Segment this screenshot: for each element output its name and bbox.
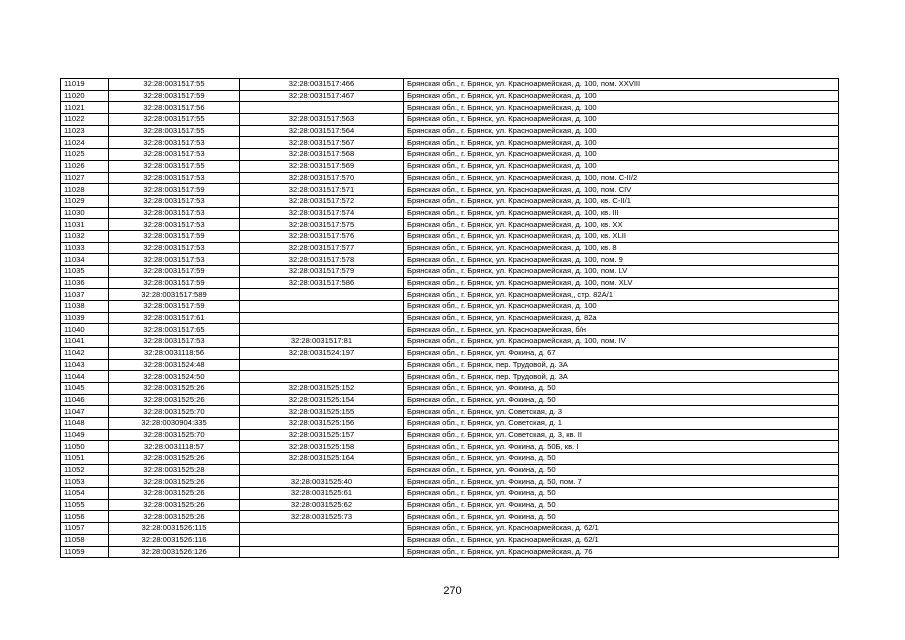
object-number-cell: 32:28:0031517:576 (240, 230, 404, 242)
address-cell: Брянская обл., г. Брянск, ул. Фокина, д. 50 (404, 464, 839, 476)
object-number-cell: 32:28:0031517:571 (240, 184, 404, 196)
object-number-cell (240, 534, 404, 546)
address-cell: Брянская обл., г. Брянск, ул. Красноармейская, д. 100 (404, 102, 839, 114)
table-row (61, 511, 839, 523)
address-cell: Брянская обл., г. Брянск, ул. Фокина, д. 67 (404, 347, 839, 359)
parcel-number-cell: 32:28:0031517:53 (109, 207, 240, 219)
row-number-cell: 11034 (61, 254, 109, 266)
object-number-cell: 32:28:0031525:152 (240, 382, 404, 394)
parcel-number-cell: 32:28:0031525:26 (109, 476, 240, 488)
row-number-cell: 11047 (61, 406, 109, 418)
row-number-cell: 11056 (61, 511, 109, 523)
address-cell: Брянская обл., г. Брянск, ул. Фокина, д. 50, пом. 7 (404, 476, 839, 488)
page-number: 270 (443, 585, 462, 597)
address-cell: Брянская обл., г. Брянск, ул. Красноармейская, д. 100 (404, 137, 839, 149)
row-number-cell: 11032 (61, 230, 109, 242)
parcel-number-cell: 32:28:0031517:53 (109, 219, 240, 231)
parcel-number-cell: 32:28:0031517:56 (109, 102, 240, 114)
row-number-cell: 11035 (61, 266, 109, 278)
object-number-cell: 32:28:0031517:563 (240, 114, 404, 126)
address-cell: Брянская обл., г. Брянск, ул. Красноармейская, д. 100, кв. III (404, 207, 839, 219)
address-cell: Брянская обл., г. Брянск, ул. Красноармейская, д. 82а (404, 312, 839, 324)
address-cell: Брянская обл., г. Брянск, ул. Красноармейская, д. 62/1 (404, 523, 839, 535)
address-cell: Брянская обл., г. Брянск, ул. Красноармейская, д. 100 (404, 125, 839, 137)
parcel-number-cell: 32:28:0031526:116 (109, 534, 240, 546)
address-cell: Брянская обл., г. Брянск, ул. Фокина, д. 50 (404, 511, 839, 523)
table-row (61, 219, 839, 231)
table-row (61, 79, 839, 91)
parcel-number-cell: 32:28:0031517:55 (109, 114, 240, 126)
table-row (61, 137, 839, 149)
table-row (61, 301, 839, 313)
parcel-number-cell: 32:28:0031517:59 (109, 301, 240, 313)
table-row (61, 499, 839, 511)
table-row (61, 417, 839, 429)
object-number-cell: 32:28:0031517:570 (240, 172, 404, 184)
address-cell: Брянская обл., г. Брянск, ул. Фокина, д. 50Б, кв. I (404, 441, 839, 453)
row-number-cell: 11031 (61, 219, 109, 231)
table-row (61, 289, 839, 301)
row-number-cell: 11033 (61, 242, 109, 254)
table-body (61, 79, 839, 558)
table-row (61, 149, 839, 161)
parcel-number-cell: 32:28:0031517:53 (109, 336, 240, 348)
row-number-cell: 11057 (61, 523, 109, 535)
row-number-cell: 11039 (61, 312, 109, 324)
object-number-cell (240, 301, 404, 313)
address-cell: Брянская обл., г. Брянск, ул. Красноармейская, д. 100, кв. С-II/1 (404, 195, 839, 207)
row-number-cell: 11042 (61, 347, 109, 359)
object-number-cell (240, 523, 404, 535)
table-row (61, 523, 839, 535)
object-number-cell: 32:28:0031517:574 (240, 207, 404, 219)
row-number-cell: 11021 (61, 102, 109, 114)
row-number-cell: 11054 (61, 488, 109, 500)
row-number-cell: 11022 (61, 114, 109, 126)
row-number-cell: 11045 (61, 382, 109, 394)
parcel-number-cell: 32:28:0031525:26 (109, 511, 240, 523)
row-number-cell: 11038 (61, 301, 109, 313)
row-number-cell: 11048 (61, 417, 109, 429)
address-cell: Брянская обл., г. Брянск, ул. Советская, д. 3, кв. II (404, 429, 839, 441)
table-row (61, 312, 839, 324)
table-row (61, 266, 839, 278)
parcel-number-cell: 32:28:0031526:115 (109, 523, 240, 535)
table-row (61, 195, 839, 207)
address-cell: Брянская обл., г. Брянск, ул. Красноармейская, д. 100 (404, 160, 839, 172)
table-row (61, 534, 839, 546)
object-number-cell: 32:28:0031525:164 (240, 453, 404, 465)
cadastral-table (60, 78, 839, 558)
table-row (61, 359, 839, 371)
table-row (61, 546, 839, 558)
table-row (61, 324, 839, 336)
row-number-cell: 11020 (61, 90, 109, 102)
address-cell: Брянская обл., г. Брянск, ул. Красноармейская, д. 62/1 (404, 534, 839, 546)
row-number-cell: 11029 (61, 195, 109, 207)
address-cell: Брянская обл., г. Брянск, ул. Красноармейская, д. 100 (404, 301, 839, 313)
table-row (61, 336, 839, 348)
address-cell: Брянская обл., г. Брянск, ул. Красноармейская, б/н (404, 324, 839, 336)
parcel-number-cell: 32:28:0031517:59 (109, 266, 240, 278)
table-row (61, 242, 839, 254)
parcel-number-cell: 32:28:0031525:70 (109, 429, 240, 441)
row-number-cell: 11037 (61, 289, 109, 301)
row-number-cell: 11025 (61, 149, 109, 161)
address-cell: Брянская обл., г. Брянск, ул. Красноармейская, д. 76 (404, 546, 839, 558)
object-number-cell: 32:28:0031517:579 (240, 266, 404, 278)
address-cell: Брянская обл., г. Брянск, ул. Советская, д. 3 (404, 406, 839, 418)
address-cell: Брянская обл., г. Брянск, ул. Красноармейская, д. 100, пом. CIV (404, 184, 839, 196)
object-number-cell: 32:28:0031517:81 (240, 336, 404, 348)
object-number-cell: 32:28:0031525:62 (240, 499, 404, 511)
parcel-number-cell: 32:28:0031525:70 (109, 406, 240, 418)
parcel-number-cell: 32:28:0031517:53 (109, 242, 240, 254)
address-cell: Брянская обл., г. Брянск, ул. Красноармейская, д. 100, пом. XXVIII (404, 79, 839, 91)
parcel-number-cell: 32:28:0031517:59 (109, 184, 240, 196)
address-cell: Брянская обл., г. Брянск, ул. Красноармейская, д. 100, пом. XLV (404, 277, 839, 289)
table-row (61, 464, 839, 476)
object-number-cell (240, 312, 404, 324)
address-cell: Брянская обл., г. Брянск, ул. Красноармейская, д. 100, пом. С-II/2 (404, 172, 839, 184)
row-number-cell: 11044 (61, 371, 109, 383)
parcel-number-cell: 32:28:0031517:61 (109, 312, 240, 324)
row-number-cell: 11059 (61, 546, 109, 558)
row-number-cell: 11053 (61, 476, 109, 488)
table-row (61, 406, 839, 418)
object-number-cell (240, 289, 404, 301)
parcel-number-cell: 32:28:0030904:335 (109, 417, 240, 429)
table-row (61, 172, 839, 184)
parcel-number-cell: 32:28:0031517:55 (109, 125, 240, 137)
row-number-cell: 11040 (61, 324, 109, 336)
table-row (61, 453, 839, 465)
row-number-cell: 11046 (61, 394, 109, 406)
parcel-number-cell: 32:28:0031517:53 (109, 172, 240, 184)
address-cell: Брянская обл., г. Брянск, ул. Фокина, д. 50 (404, 488, 839, 500)
object-number-cell: 32:28:0031517:578 (240, 254, 404, 266)
object-number-cell: 32:28:0031525:156 (240, 417, 404, 429)
parcel-number-cell: 32:28:0031525:26 (109, 488, 240, 500)
object-number-cell: 32:28:0031517:586 (240, 277, 404, 289)
parcel-number-cell: 32:28:0031524:50 (109, 371, 240, 383)
address-cell: Брянская обл., г. Брянск, ул. Красноармейская, д. 100 (404, 149, 839, 161)
object-number-cell: 32:28:0031517:568 (240, 149, 404, 161)
address-cell: Брянская обл., г. Брянск, ул. Фокина, д. 50 (404, 394, 839, 406)
table-row (61, 441, 839, 453)
address-cell: Брянская обл., г. Брянск, ул. Красноармейская, д. 100, пом. 9 (404, 254, 839, 266)
address-cell: Брянская обл., г. Брянск, ул. Красноармейская,, стр. 82А/1 (404, 289, 839, 301)
address-cell: Брянская обл., г. Брянск, ул. Красноармейская, д. 100, кв. XX (404, 219, 839, 231)
table-row (61, 184, 839, 196)
table-row (61, 488, 839, 500)
object-number-cell: 32:28:0031525:155 (240, 406, 404, 418)
parcel-number-cell: 32:28:0031525:26 (109, 499, 240, 511)
table-row (61, 114, 839, 126)
parcel-number-cell: 32:28:0031517:59 (109, 277, 240, 289)
address-cell: Брянская обл., г. Брянск, ул. Советская, д. 1 (404, 417, 839, 429)
table-row (61, 429, 839, 441)
object-number-cell: 32:28:0031517:577 (240, 242, 404, 254)
object-number-cell: 32:28:0031525:154 (240, 394, 404, 406)
parcel-number-cell: 32:28:0031526:126 (109, 546, 240, 558)
parcel-number-cell: 32:28:0031517:59 (109, 230, 240, 242)
row-number-cell: 11041 (61, 336, 109, 348)
object-number-cell: 32:28:0031525:158 (240, 441, 404, 453)
parcel-number-cell: 32:28:0031524:48 (109, 359, 240, 371)
row-number-cell: 11043 (61, 359, 109, 371)
parcel-number-cell: 32:28:0031517:53 (109, 149, 240, 161)
table-row (61, 254, 839, 266)
parcel-number-cell: 32:28:0031517:55 (109, 79, 240, 91)
object-number-cell: 32:28:0031517:466 (240, 79, 404, 91)
table-row (61, 230, 839, 242)
object-number-cell: 32:28:0031517:567 (240, 137, 404, 149)
object-number-cell: 32:28:0031517:572 (240, 195, 404, 207)
row-number-cell: 11030 (61, 207, 109, 219)
row-number-cell: 11036 (61, 277, 109, 289)
table-row (61, 347, 839, 359)
object-number-cell: 32:28:0031525:157 (240, 429, 404, 441)
parcel-number-cell: 32:28:0031525:26 (109, 453, 240, 465)
row-number-cell: 11058 (61, 534, 109, 546)
table-row (61, 476, 839, 488)
table-row (61, 277, 839, 289)
object-number-cell (240, 546, 404, 558)
parcel-number-cell: 32:28:0031525:26 (109, 394, 240, 406)
parcel-number-cell: 32:28:0031517:589 (109, 289, 240, 301)
row-number-cell: 11049 (61, 429, 109, 441)
address-cell: Брянская обл., г. Брянск, ул. Красноармейская, д. 100, пом. LV (404, 266, 839, 278)
table-row (61, 90, 839, 102)
row-number-cell: 11051 (61, 453, 109, 465)
parcel-number-cell: 32:28:0031517:53 (109, 254, 240, 266)
row-number-cell: 11050 (61, 441, 109, 453)
address-cell: Брянская обл., г. Брянск, ул. Фокина, д. 50 (404, 453, 839, 465)
object-number-cell (240, 324, 404, 336)
table-row (61, 160, 839, 172)
address-cell: Брянская обл., г. Брянск, ул. Фокина, д. 50 (404, 382, 839, 394)
row-number-cell: 11023 (61, 125, 109, 137)
row-number-cell: 11028 (61, 184, 109, 196)
parcel-number-cell: 32:28:0031525:28 (109, 464, 240, 476)
object-number-cell (240, 464, 404, 476)
table-row (61, 394, 839, 406)
address-cell: Брянская обл., г. Брянск, ул. Красноармейская, д. 100 (404, 114, 839, 126)
object-number-cell: 32:28:0031524:197 (240, 347, 404, 359)
row-number-cell: 11026 (61, 160, 109, 172)
table-row (61, 371, 839, 383)
object-number-cell: 32:28:0031525:61 (240, 488, 404, 500)
table-row (61, 102, 839, 114)
object-number-cell: 32:28:0031517:564 (240, 125, 404, 137)
parcel-number-cell: 32:28:0031525:26 (109, 382, 240, 394)
row-number-cell: 11055 (61, 499, 109, 511)
parcel-number-cell: 32:28:0031118:56 (109, 347, 240, 359)
address-cell: Брянская обл., г. Брянск, ул. Красноармейская, д. 100, кв. XLII (404, 230, 839, 242)
parcel-number-cell: 32:28:0031517:65 (109, 324, 240, 336)
parcel-number-cell: 32:28:0031517:53 (109, 195, 240, 207)
parcel-number-cell: 32:28:0031517:59 (109, 90, 240, 102)
row-number-cell: 11052 (61, 464, 109, 476)
table-row (61, 125, 839, 137)
row-number-cell: 11027 (61, 172, 109, 184)
parcel-number-cell: 32:28:0031118:57 (109, 441, 240, 453)
address-cell: Брянская обл., г. Брянск, ул. Красноармейская, д. 100, кв. 8 (404, 242, 839, 254)
object-number-cell (240, 359, 404, 371)
address-cell: Брянская обл., г. Брянск, ул. Фокина, д. 50 (404, 499, 839, 511)
address-cell: Брянская обл., г. Брянск, ул. Красноармейская, д. 100 (404, 90, 839, 102)
object-number-cell: 32:28:0031517:575 (240, 219, 404, 231)
row-number-cell: 11019 (61, 79, 109, 91)
address-cell: Брянская обл., г. Брянск, ул. Красноармейская, д. 100, пом. IV (404, 336, 839, 348)
object-number-cell (240, 371, 404, 383)
table-row (61, 207, 839, 219)
table-row (61, 382, 839, 394)
object-number-cell (240, 102, 404, 114)
address-cell: Брянская обл., г. Брянск, пер. Трудовой, д. 3А (404, 359, 839, 371)
parcel-number-cell: 32:28:0031517:55 (109, 160, 240, 172)
object-number-cell: 32:28:0031517:569 (240, 160, 404, 172)
object-number-cell: 32:28:0031525:73 (240, 511, 404, 523)
parcel-number-cell: 32:28:0031517:53 (109, 137, 240, 149)
object-number-cell: 32:28:0031525:40 (240, 476, 404, 488)
row-number-cell: 11024 (61, 137, 109, 149)
address-cell: Брянская обл., г. Брянск, пер. Трудовой, д. 3А (404, 371, 839, 383)
object-number-cell: 32:28:0031517:467 (240, 90, 404, 102)
